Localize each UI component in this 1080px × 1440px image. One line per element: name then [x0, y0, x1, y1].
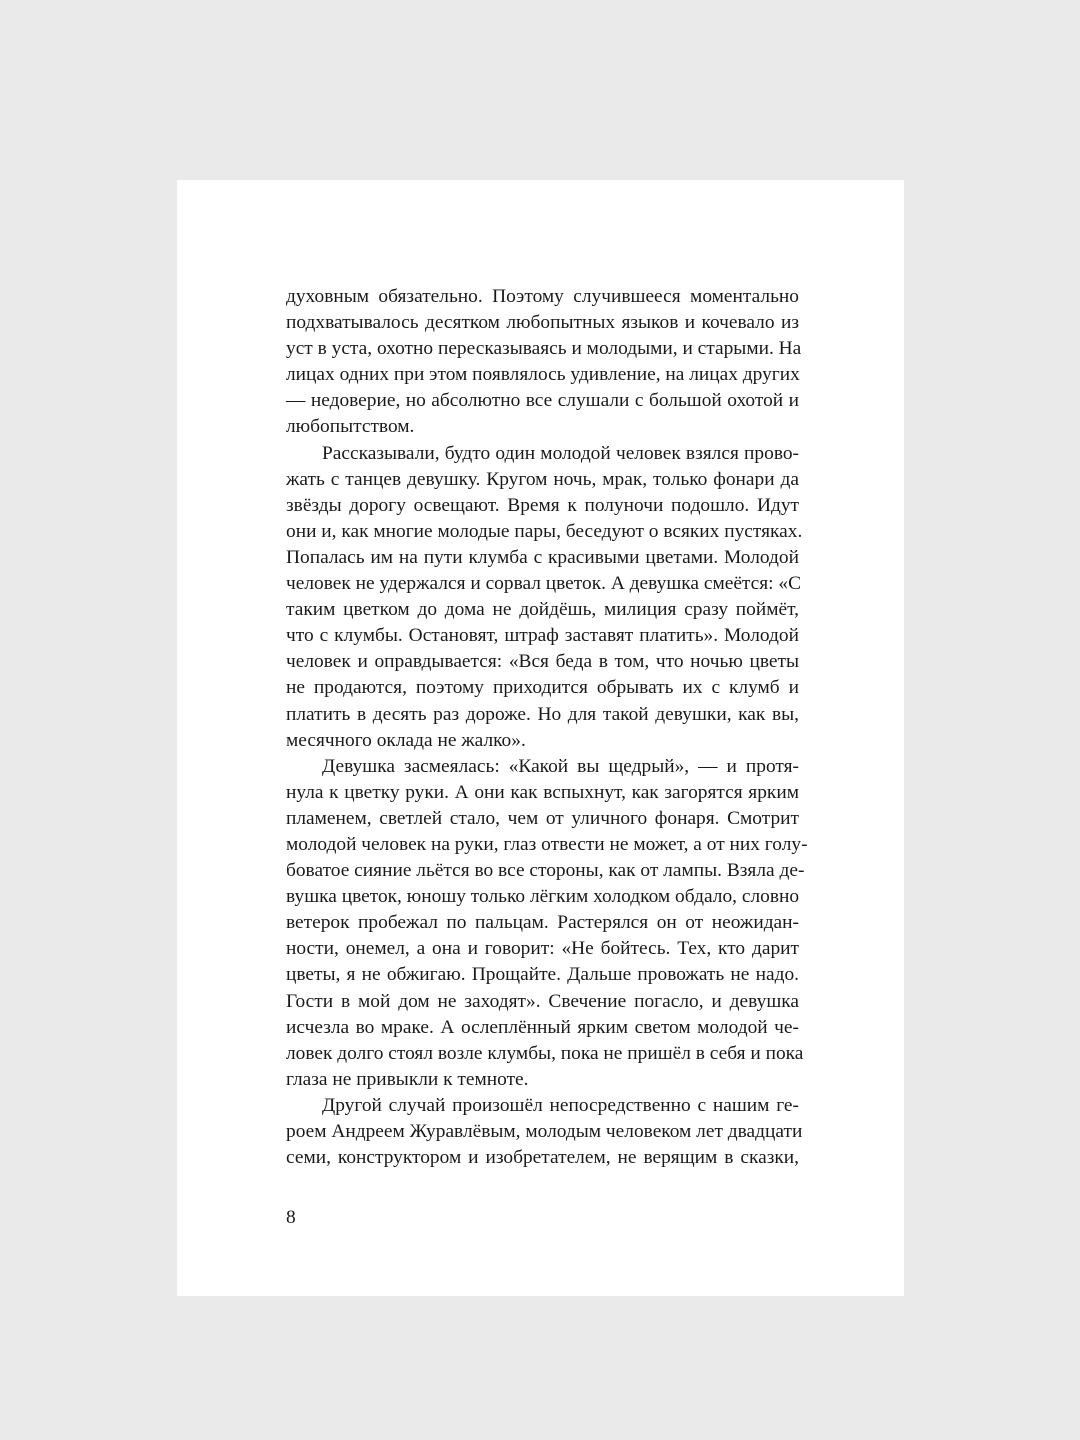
text-line: что с клумбы. Остановят, штраф заставят платить». Молодой	[286, 625, 799, 647]
text-line: лицах одних при этом появлялось удивление, на лицах других	[286, 364, 800, 386]
text-line: исчезла во мраке. А ослеплённый ярким светом молодой че-	[286, 1016, 799, 1038]
text-line: цветы, я не обжигаю. Прощайте. Дальше провожать не надо.	[286, 964, 799, 986]
book-page	[177, 180, 904, 1296]
text-line: ловек долго стоял возле клумбы, пока не пришёл в себя и пока	[286, 1042, 804, 1064]
text-line: звёзды дорогу освещают. Время к полуночи подошло. Идут	[286, 494, 799, 516]
text-line: роем Андреем Журавлёвым, молодым человеком лет двадцати	[286, 1121, 803, 1142]
text-line: платить в десять раз дороже. Но для такой девушки, как вы,	[286, 703, 799, 725]
text-line: — недоверие, но абсолютно все слушали с большой охотой и	[286, 390, 799, 412]
text-line: глаза не привыкли к темноте.	[286, 1068, 529, 1090]
text-line: Рассказывали, будто один молодой человек взялся прово-	[322, 442, 799, 464]
paragraph	[286, 754, 808, 1093]
text-line: ветерок пробежал по пальцам. Растерялся он от неожидан-	[286, 912, 799, 934]
text-line: Попалась им на пути клумба с красивыми цветами. Молодой	[286, 546, 799, 568]
text-line: человек и оправдывается: «Вся беда в том, что ночью цветы	[286, 651, 799, 673]
text-line: таким цветком до дома не дойдёшь, милиция сразу поймёт,	[286, 599, 799, 621]
text-line: боватое сияние льётся во все стороны, как от лампы. Взяла де-	[286, 860, 805, 882]
text-line: Другой случай произошёл непосредственно с нашим ге-	[322, 1094, 799, 1116]
text-line: жать с танцев девушку. Кругом ночь, мрак, только фонари да	[286, 468, 799, 490]
page-number: 8	[286, 1207, 296, 1228]
text-line: они и, как многие молодые пары, беседуют о всяких пустяках.	[286, 520, 803, 542]
paragraph	[286, 284, 802, 441]
text-line: человек не удержался и сорвал цветок. А девушка смеётся: «С	[286, 573, 802, 595]
text-line: Гости в мой дом не заходят». Свечение погасло, и девушка	[286, 990, 799, 1012]
paragraph	[286, 441, 803, 754]
text-line: нула к цветку руки. А они как вспыхнут, как загорятся ярким	[286, 781, 799, 803]
paragraph	[286, 1093, 803, 1171]
text-line: пламенем, светлей стало, чем от уличного фонаря. Смотрит	[286, 807, 799, 829]
text-line: Девушка засмеялась: «Какой вы щедрый», — и протя-	[322, 755, 799, 777]
text-line: месячного оклада не жалко».	[286, 729, 526, 751]
text-line: не продаются, поэтому приходится обрывать их с клумб и	[286, 677, 799, 699]
text-line: молодой человек на руки, глаз отвести не может, а от них голу-	[286, 833, 808, 855]
text-line: семи, конструктором и изобретателем, не верящим в сказки,	[286, 1147, 799, 1169]
text-line: вушка цветок, юношу только лёгким холодком обдало, словно	[286, 886, 800, 908]
text-line: духовным обязательно. Поэтому случившееся моментально	[286, 286, 799, 307]
text-line: подхватывалось десятком любопытных языков и кочевало из	[286, 312, 799, 334]
text-line: ности, онемел, а она и говорит: «Не бойтесь. Тех, кто дарит	[286, 938, 799, 960]
body-text	[286, 284, 808, 1171]
text-line: любопытством.	[286, 416, 415, 438]
text-line: уст в уста, охотно пересказываясь и молодыми, и старыми. На	[286, 338, 802, 360]
